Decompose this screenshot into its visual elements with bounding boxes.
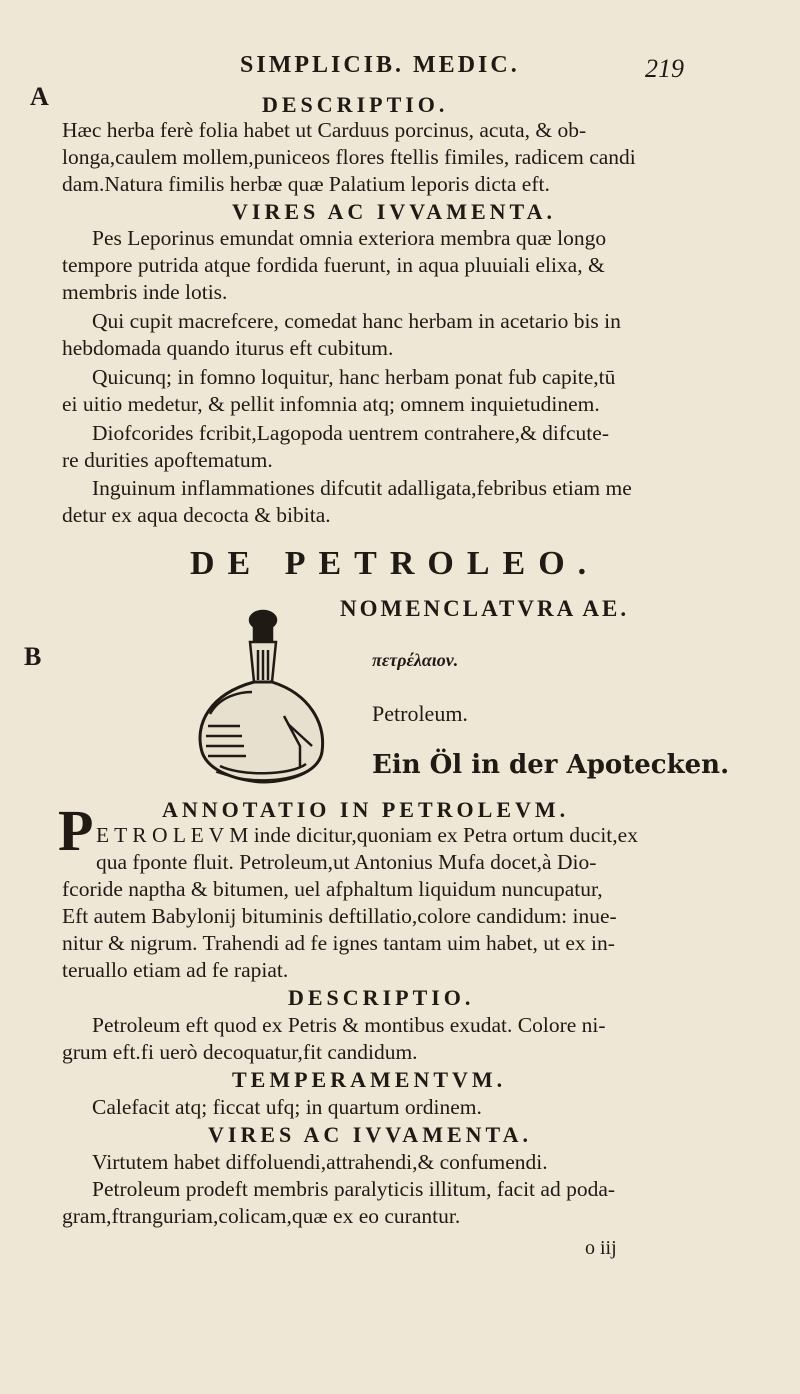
text-line: membris inde lotis. [62,280,228,304]
drop-cap: P [58,798,94,863]
text-line: dam.Natura fimilis herbæ quæ Palatium leporis dicta eft. [62,172,550,196]
section-heading-temperamentum: TEMPERAMENTVM. [232,1067,507,1092]
margin-mark-a: A [30,82,49,111]
chapter-title: DE PETROLEO. [190,545,600,582]
text-line: Inguinum inflammationes difcutit adalligata,febribus etiam me [92,476,632,500]
text-line: E T R O L E V M inde dicitur,quoniam ex Petra ortum ducit,ex [96,823,638,847]
oil-flask-illustration [180,596,325,786]
text-line: Virtutem habet diffoluendi,attrahendi,& confumendi. [92,1150,548,1174]
text-line: Qui cupit macrefcere, comedat hanc herbam in acetario bis in [92,309,621,333]
text-line: Calefacit atq; ficcat ufq; in quartum ordinem. [92,1095,482,1119]
text-line: Eft autem Babylonij bituminis deftillatio,colore candidum: inue- [62,904,617,928]
section-heading-vires-2: VIRES AC IVVAMENTA. [208,1122,532,1147]
nomenclature-heading: NOMENCLATVRA AE. [340,596,630,621]
text-line: teruallo etiam ad fe rapiat. [62,958,289,982]
text-line: Pes Leporinus emundat omnia exteriora membra quæ longo [92,226,607,250]
text-line: Hæc herba ferè folia habet ut Carduus porcinus, acuta, & ob- [62,118,587,142]
text-line: gram,ftranguriam,colicam,quæ ex eo curantur. [62,1204,461,1228]
section-heading-descriptio: DESCRIPTIO. [262,92,449,117]
text-line: detur ex aqua decocta & bibita. [62,503,331,527]
signature-mark: o iij [585,1237,617,1259]
text-line: tempore putrida atque fordida fuerunt, in aqua pluuiali elixa, & [62,253,605,277]
text-line: Petroleum prodeft membris paralyticis illitum, facit ad poda- [92,1177,616,1201]
text-line: re durities apoftematum. [62,448,273,472]
section-heading-annotatio: ANNOTATIO IN PETROLEVM. [162,797,570,822]
latin-name: Petroleum. [372,701,468,726]
text-line: ei uitio medetur, & pellit infomnia atq; omnem inquietudinem. [62,392,600,416]
greek-name: πετρέλαιον. [372,650,459,670]
section-heading-vires: VIRES AC IVVAMENTA. [232,199,556,224]
text-line: Diofcorides fcribit,Lagopoda uentrem contrahere,& difcute- [92,421,609,445]
page-number: 219 [645,54,684,83]
running-title: SIMPLICIB. MEDIC. [240,52,520,78]
text-line: qua fponte fluit. Petroleum,ut Antonius Mufa docet,à Dio- [96,850,597,874]
section-heading-descriptio-2: DESCRIPTIO. [288,985,475,1010]
text-line: Petroleum eft quod ex Petris & montibus exudat. Colore ni- [92,1013,606,1037]
text-line: hebdomada quando iturus eft cubitum. [62,336,394,360]
text-line: Quicunq; in fomno loquitur, hanc herbam ponat fub capite,tū [92,365,616,389]
text-line: nitur & nigrum. Trahendi ad fe ignes tantam uim habet, ut ex in- [62,931,615,955]
text-line: fcoride naptha & bitumen, uel afphaltum liquidum nuncupatur, [62,877,603,901]
text-line: grum eft.fi uerò decoquatur,fit candidum. [62,1040,418,1064]
margin-mark-b: B [24,642,42,671]
german-name: Ein Öl in der Apotecken. [372,750,730,780]
text-line: longa,caulem mollem,puniceos flores ftellis fimiles, radicem candi [62,145,636,169]
